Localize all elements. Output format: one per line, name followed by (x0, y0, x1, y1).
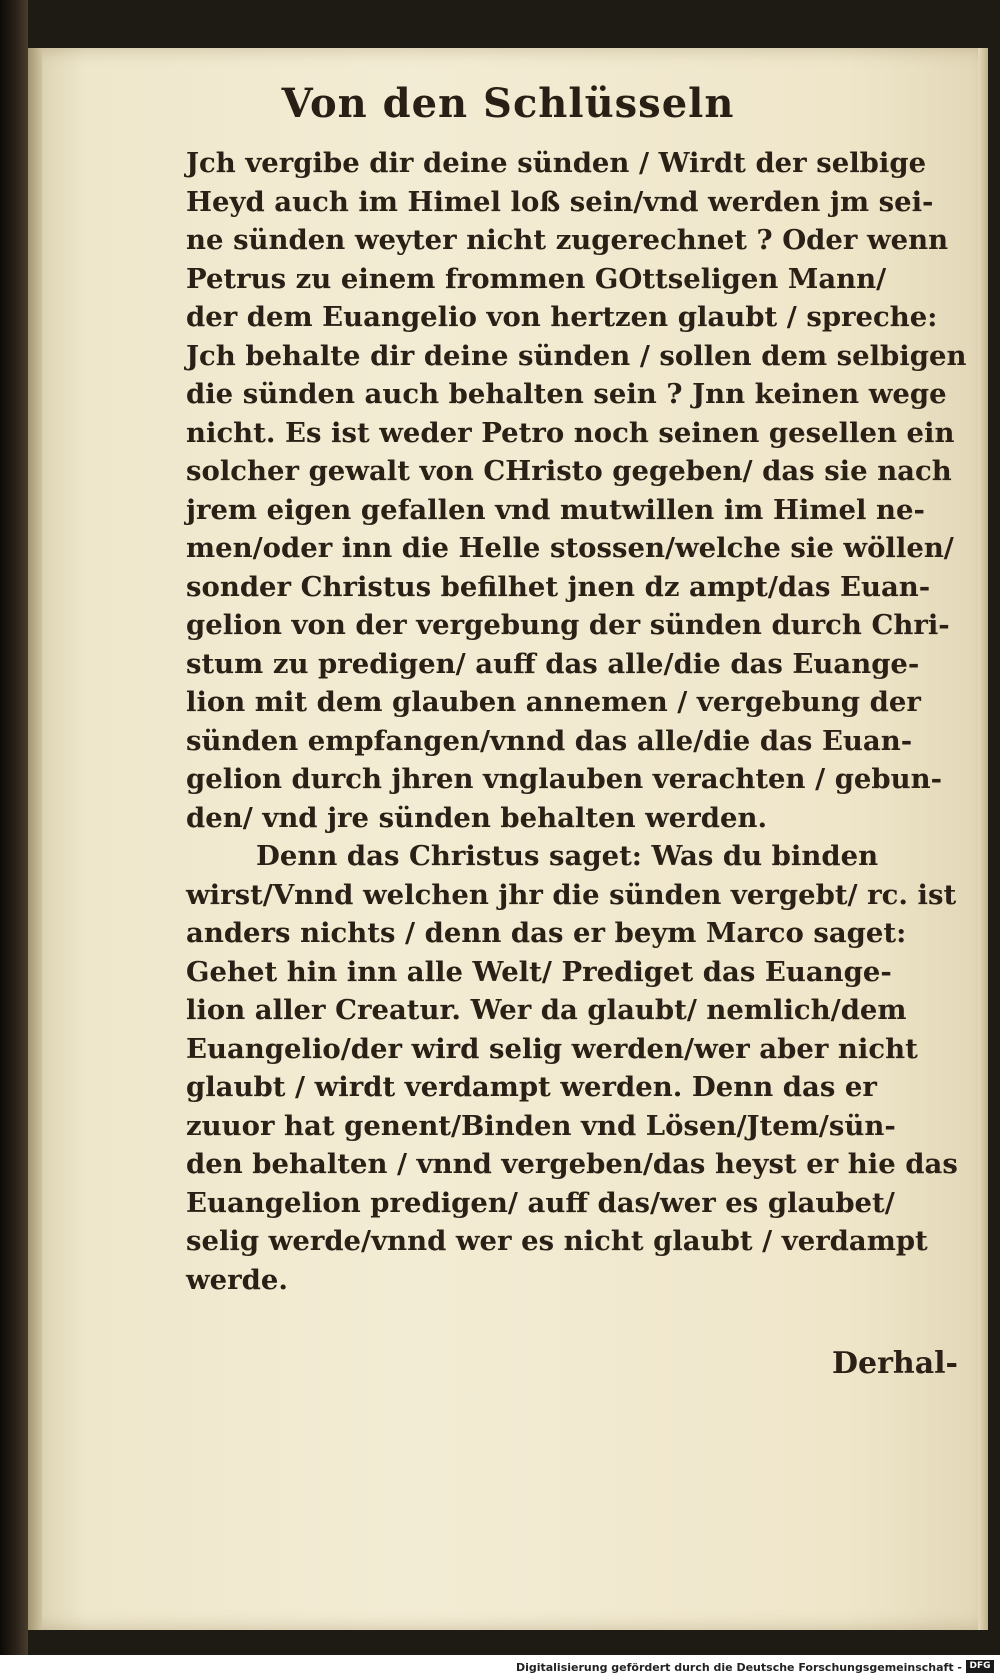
text-line: lion aller Creatur. Wer da glaubt/ nemlich/dem (186, 994, 907, 1026)
book-spine (0, 0, 28, 1655)
page-gutter-edge (28, 48, 42, 1630)
text-line: Euangelio/der wird selig werden/wer aber nicht (186, 1032, 918, 1065)
text-line: glaubt / wirdt verdampt werden. Denn das er (186, 1071, 877, 1103)
text-line: jrem eigen gefallen vnd mutwillen im Himel ne- (186, 493, 925, 526)
text-line: die sünden auch behalten sein ? Jnn keinen wege (186, 378, 947, 410)
footer-bar (0, 1655, 1000, 1680)
text-line: gelion von der vergebung der sünden durch Chri- (186, 609, 950, 641)
text-line: men/oder inn die Helle stossen/welche sie wöllen/ (186, 532, 954, 564)
text-line: Gehet hin inn alle Welt/ Prediget das Euange- (186, 955, 892, 988)
text-line: den/ vnd jre sünden behalten werden. (186, 801, 768, 834)
text-line: solcher gewalt von CHristo gegeben/ das sie nach (186, 455, 952, 487)
text-line: Jch vergibe dir deine sünden / Wirdt der selbige (186, 147, 927, 179)
text-line: der dem Euangelio von hertzen glaubt / spreche: (186, 301, 938, 333)
text-line: Petrus zu einem frommen GOttseligen Mann/ (186, 262, 887, 295)
text-line: sünden empfangen/vnnd das alle/die das Euan- (186, 724, 913, 757)
book-page (28, 48, 988, 1630)
footer-credit: Digitalisierung gefördert durch die Deutsche Forschungsgemeinschaft - (515, 1661, 962, 1674)
text-line: anders nichts / denn das er beym Marco saget: (186, 917, 907, 949)
body-text (186, 144, 986, 1299)
text-line: ne sünden weyter nicht zugerechnet ? Oder wenn (186, 224, 949, 256)
text-line: wirst/Vnnd welchen jhr die sünden vergebt/ rc. ist (186, 878, 957, 911)
text-line: Heyd auch im Himel loß sein/vnd werden jm sei- (186, 185, 934, 218)
text-line: selig werde/vnnd wer es nicht glaubt / verdampt (186, 1225, 928, 1257)
text-line: Jch behalte dir deine sünden / sollen dem selbigen (186, 339, 967, 372)
text-line: stum zu predigen/ auff das alle/die das Euange- (186, 647, 920, 680)
text-line: Denn das Christus saget: Was du binden (256, 840, 879, 872)
text-line: gelion durch jhren vnglauben verachten / gebun- (186, 763, 943, 795)
catchword: Derhal- (831, 1346, 958, 1381)
text-line: werde. (186, 1263, 288, 1296)
text-line: den behalten / vnnd vergeben/das heyst er hie das (186, 1148, 958, 1180)
text-line: lion mit dem glauben annemen / vergebung der (186, 686, 921, 718)
dfg-logo-icon: DFG (966, 1660, 994, 1673)
text-line: nicht. Es ist weder Petro noch seinen gesellen ein (186, 416, 955, 449)
text-line: zuuor hat genent/Binden vnd Lösen/Jtem/sün- (186, 1109, 896, 1142)
text-line: sonder Christus befilhet jnen dz ampt/das Euan- (186, 570, 931, 603)
text-line: Euangelion predigen/ auff das/wer es glaubet/ (186, 1186, 895, 1219)
running-head: Von den Schlüsseln (281, 80, 735, 127)
